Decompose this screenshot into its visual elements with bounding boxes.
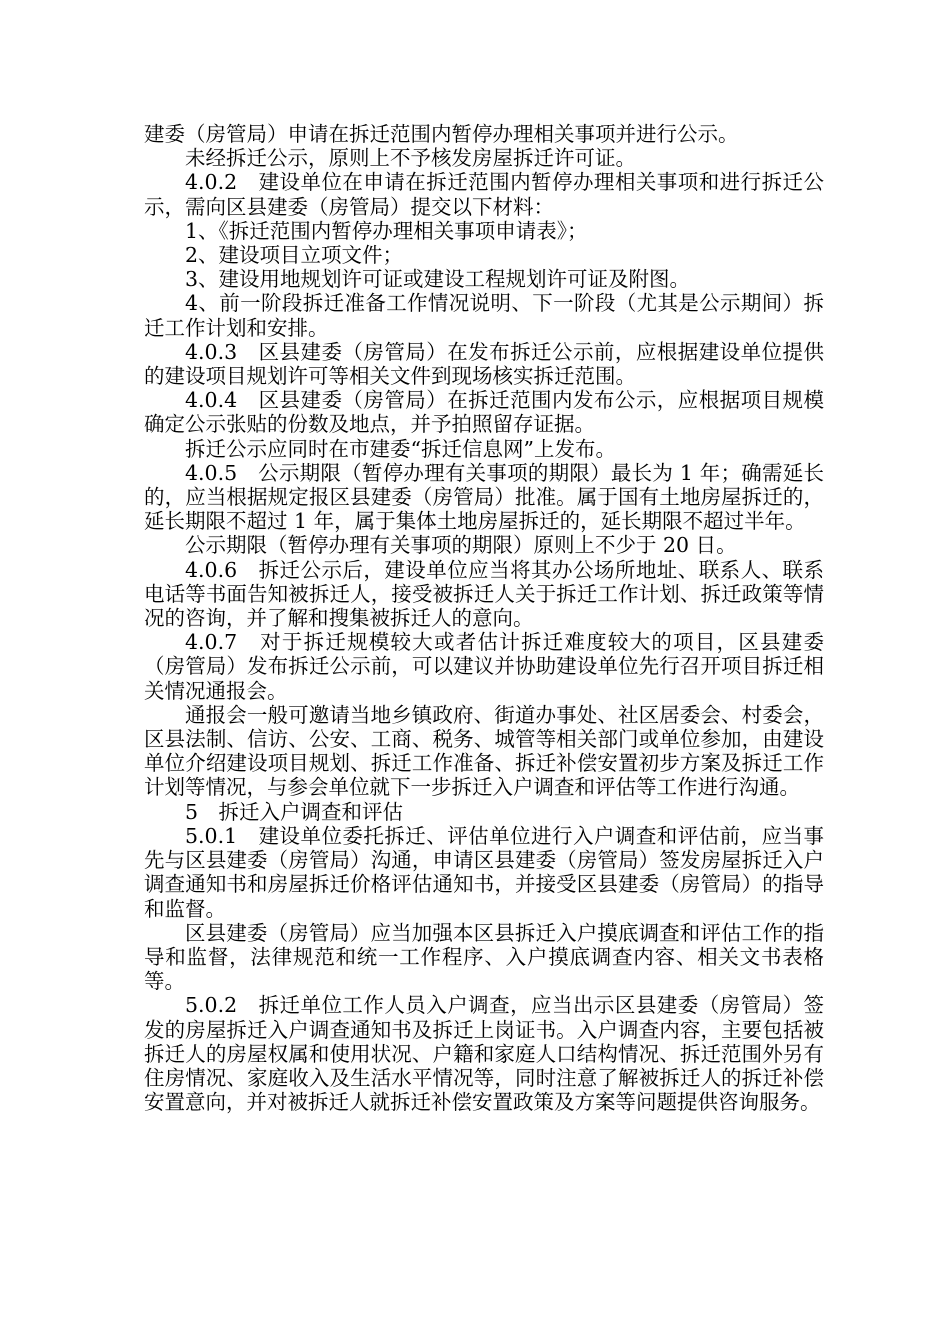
- paragraph-p1: 建委（房管局）申请在拆迁范围内暂停办理相关事项并进行公示。: [144, 122, 739, 146]
- clause-4-0-5: 4.0.5 公示期限（暂停办理有关事项的期限）最长为 1 年；确需延长的，应当根据规定报区县建委（房管局）批准。属于国有土地房屋拆迁的，延长期限不超过 1 年，属于集体土地房屋拆迁的，延长期限不超过半年。: [144, 460, 824, 534]
- paragraph-p10: 拆迁公示应同时在市建委“拆迁信息网”上发布。: [185, 436, 616, 461]
- clause-5-0-2: 5.0.2 拆迁单位工作人员入户调查，应当出示区县建委（房管局）签发的房屋拆迁入户调查通知书及拆迁上岗证书。入户调查内容，主要包括被拆迁人的房屋权属和使用状况、户籍和家庭人口结构情况、拆迁范围外另有住房情况、家庭收入及生活水平情况等，同时注意了解被拆迁人的拆迁补偿安置意向，并对被拆迁人就拆迁补偿安置政策及方案等问题提供咨询服务。: [144, 993, 824, 1115]
- clause-5-0-1: 5.0.1 建设单位委托拆迁、评估单位进行入户调查和评估前，应当事先与区县建委（房管局）沟通，申请区县建委（房管局）签发房屋拆迁入户调查通知书和房屋拆迁价格评估通知书，并接受区县建委（房管局）的指导和监督。: [144, 823, 824, 921]
- clause-4-0-6: 4.0.6 拆迁公示后，建设单位应当将其办公场所地址、联系人、联系电话等书面告知被拆迁人，接受被拆迁人关于拆迁工作计划、拆迁政策等情况的咨询，并了解和搜集被拆迁人的意向。: [144, 557, 824, 631]
- clause-4-0-7: 4.0.7 对于拆迁规模较大或者估计拆迁难度较大的项目，区县建委（房管局）发布拆迁公示前，可以建议并协助建设单位先行召开项目拆迁相关情况通报会。: [144, 630, 824, 703]
- list-item-2: 2、建设项目立项文件；: [185, 243, 404, 268]
- paragraph-p18: 区县建委（房管局）应当加强本区县拆迁入户摸底调查和评估工作的指导和监督，法律规范和统一工作程序、入户摸底调查内容、相关文书表格等。: [144, 920, 824, 994]
- clause-4-0-3: 4.0.3 区县建委（房管局）在发布拆迁公示前，应根据建设单位提供的建设项目规划许可等相关文件到现场核实拆迁范围。: [144, 339, 824, 389]
- list-item-3: 3、建设用地规划许可证或建设工程规划许可证及附图。: [185, 267, 691, 292]
- list-item-4: 4、前一阶段拆迁准备工作情况说明、下一阶段（尤其是公示期间）拆迁工作计划和安排。: [144, 291, 824, 340]
- section-heading-5: 5 拆迁入户调查和评估: [185, 799, 404, 824]
- paragraph-p15: 通报会一般可邀请当地乡镇政府、街道办事处、社区居委会、村委会，区县法制、信访、公安、工商、税务、城管等相关部门或单位参加，由建设单位介绍建设项目规划、拆迁工作准备、拆迁补偿安置初步方案及拆迁工作计划等情况，与参会单位就下一步拆迁入户调查和评估等工作进行沟通。: [144, 702, 824, 800]
- list-item-1: 1、《拆迁范围内暂停办理相关事项申请表》；: [185, 218, 588, 243]
- document-body: [144, 122, 824, 1114]
- paragraph-p12: 公示期限（暂停办理有关事项的期限）原则上不少于 20 日。: [185, 533, 737, 558]
- paragraph-p2: 未经拆迁公示，原则上不予核发房屋拆迁许可证。: [185, 146, 636, 171]
- clause-4-0-2: 4.0.2 建设单位在申请在拆迁范围内暂停办理相关事项和进行拆迁公示，需向区县建委（房管局）提交以下材料：: [144, 170, 824, 219]
- clause-4-0-4: 4.0.4 区县建委（房管局）在拆迁范围内发布公示，应根据项目规模确定公示张贴的份数及地点，并予拍照留存证据。: [144, 388, 824, 437]
